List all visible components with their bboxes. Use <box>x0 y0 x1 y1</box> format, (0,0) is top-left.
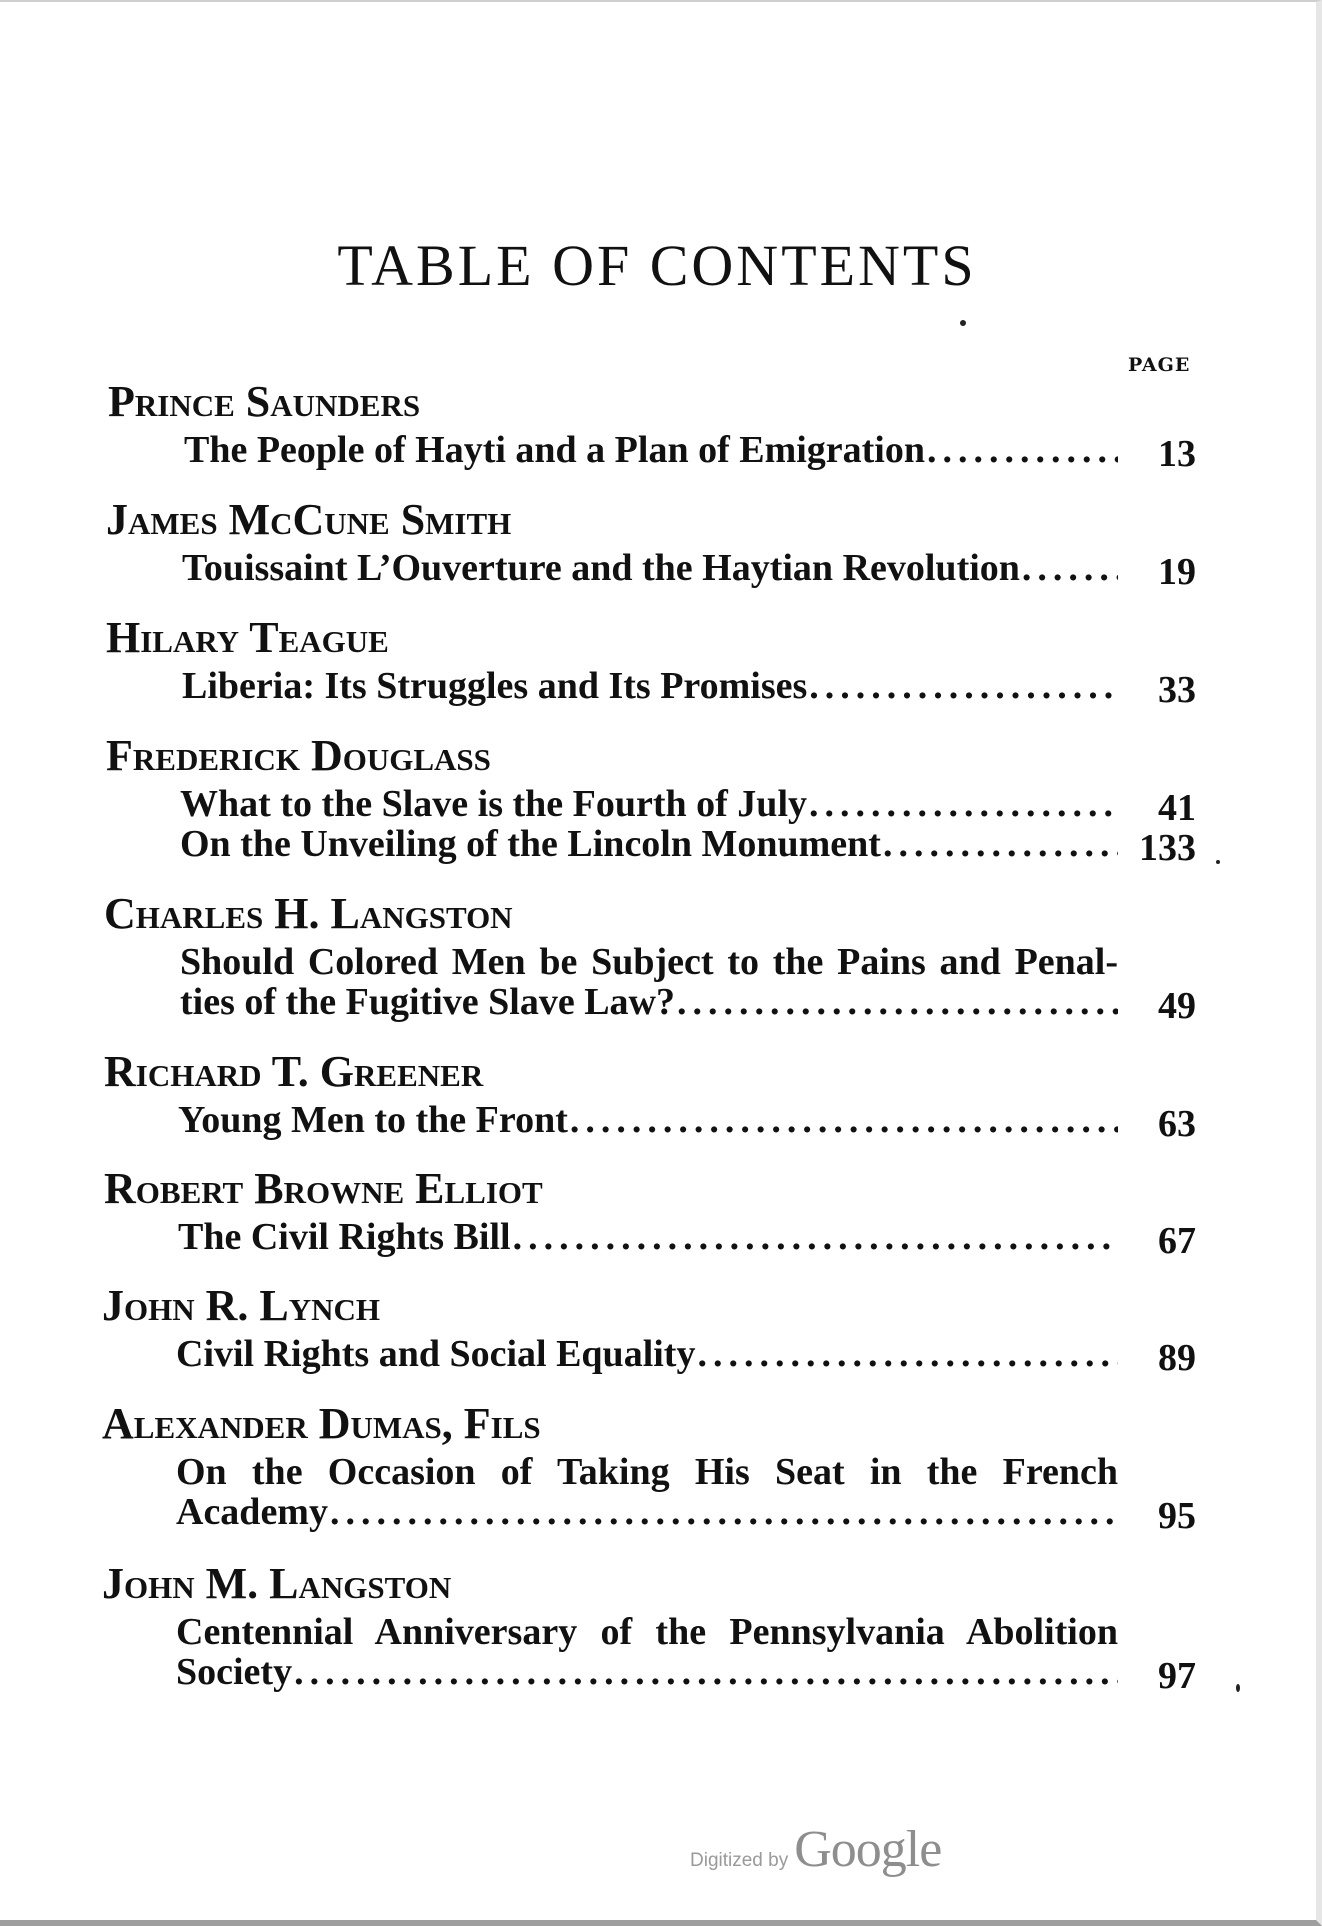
dot-leader <box>675 982 1118 1022</box>
toc-entry-title: On the Unveiling of the Lincoln Monument <box>180 824 881 864</box>
toc-author: Charles H. Langston <box>104 889 513 938</box>
toc-entry[interactable] <box>178 1100 1118 1140</box>
toc-entry-title: The Civil Rights Bill <box>178 1217 511 1257</box>
toc-entry-title: The People of Hayti and a Plan of Emigration <box>184 430 925 470</box>
scan-speck <box>960 320 966 326</box>
dot-leader <box>807 784 1118 824</box>
dot-leader <box>1020 548 1118 588</box>
table-of-contents <box>0 2 1322 1926</box>
digitized-footer <box>690 1820 941 1879</box>
dot-leader <box>925 430 1118 470</box>
dot-leader <box>292 1652 1118 1692</box>
toc-entry[interactable] <box>180 982 1118 1022</box>
toc-author: John R. Lynch <box>102 1281 381 1330</box>
toc-entry-title-line: Should Colored Men be Subject to the Pains and Penal- <box>180 942 1118 982</box>
toc-entry-title: ties of the Fugitive Slave Law? <box>180 982 676 1022</box>
toc-page-number: 133 <box>1139 827 1196 869</box>
scan-speck <box>1216 860 1220 864</box>
toc-author: James McCune Smith <box>106 495 512 544</box>
toc-entry-title: Society <box>176 1652 293 1692</box>
toc-author: Prince Saunders <box>108 377 421 426</box>
toc-author: Robert Browne Elliot <box>104 1164 543 1213</box>
dot-leader <box>807 666 1118 706</box>
toc-page-number: 95 <box>1158 1495 1196 1537</box>
toc-page-number: 13 <box>1158 433 1196 475</box>
dot-leader <box>568 1100 1118 1140</box>
digitized-by-text: Digitized by <box>690 1850 789 1871</box>
toc-entry[interactable] <box>176 1492 1118 1532</box>
toc-author: Frederick Douglass <box>106 731 491 780</box>
toc-page-number: 19 <box>1158 551 1196 593</box>
dot-leader <box>695 1334 1118 1374</box>
toc-author: John M. Langston <box>102 1559 452 1608</box>
toc-page-number: 49 <box>1158 985 1196 1027</box>
toc-page-number: 63 <box>1158 1103 1196 1145</box>
toc-author: Hilary Teague <box>106 613 389 662</box>
toc-entry-title: Touissaint L’Ouverture and the Haytian Revolution <box>182 548 1020 588</box>
toc-entry-title-line: Centennial Anniversary of the Pennsylvania Abolition <box>176 1612 1118 1652</box>
toc-entry[interactable] <box>176 1334 1118 1374</box>
toc-entry-title: What to the Slave is the Fourth of July <box>180 784 807 824</box>
toc-entry[interactable] <box>180 784 1118 824</box>
google-logo: Google <box>794 1821 942 1878</box>
toc-entry[interactable] <box>180 824 1118 864</box>
toc-page-number: 67 <box>1158 1220 1196 1262</box>
toc-entry-title-line: On the Occasion of Taking His Seat in the French <box>176 1452 1118 1492</box>
page-column-label: PAGE <box>1128 354 1191 376</box>
toc-entry[interactable] <box>184 430 1118 470</box>
toc-author: Alexander Dumas, Fils <box>102 1399 541 1448</box>
toc-entry-title: Liberia: Its Struggles and Its Promises <box>182 666 808 706</box>
toc-entry-title: Young Men to the Front <box>178 1100 568 1140</box>
toc-entry-title: Civil Rights and Social Equality <box>176 1334 696 1374</box>
toc-page-number: 41 <box>1158 787 1196 829</box>
toc-page-number: 97 <box>1158 1655 1196 1697</box>
dot-leader <box>511 1217 1118 1257</box>
toc-page-number: 89 <box>1158 1337 1196 1379</box>
toc-page-number: 33 <box>1158 669 1196 711</box>
page-title: TABLE OF CONTENTS <box>337 233 977 298</box>
toc-entry-title: Academy <box>176 1492 328 1532</box>
toc-entry[interactable] <box>176 1652 1118 1692</box>
dot-leader <box>328 1492 1118 1532</box>
scan-speck <box>1236 1684 1240 1692</box>
toc-entry[interactable] <box>182 548 1118 588</box>
dot-leader <box>881 824 1118 864</box>
toc-author: Richard T. Greener <box>104 1047 484 1096</box>
toc-entry[interactable] <box>178 1217 1118 1257</box>
toc-entry[interactable] <box>182 666 1118 706</box>
